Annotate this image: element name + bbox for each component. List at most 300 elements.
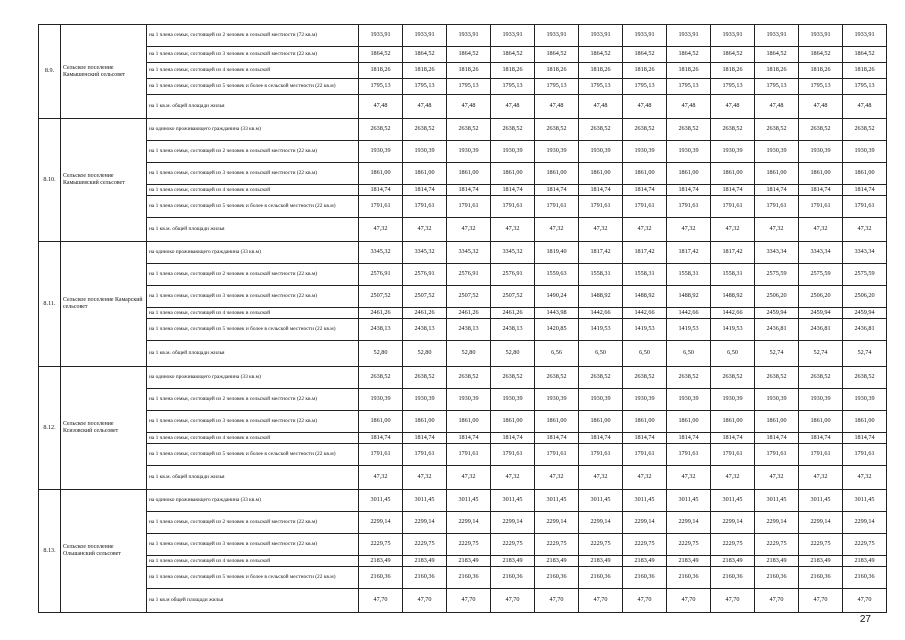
value-cell: 47,70 bbox=[403, 589, 447, 613]
table-row bbox=[39, 196, 887, 218]
value-cell: 1791,61 bbox=[359, 444, 403, 466]
value-cell: 3011,45 bbox=[843, 490, 887, 512]
value-cell: 1933,91 bbox=[667, 25, 711, 47]
value-cell: 2438,13 bbox=[359, 319, 403, 341]
value-cell: 47,48 bbox=[403, 95, 447, 119]
value-cell: 2506,20 bbox=[799, 286, 843, 308]
value-cell: 2160,36 bbox=[403, 567, 447, 589]
value-cell: 1861,00 bbox=[579, 163, 623, 185]
row-label: на 1 кв.м. общей площади жилья bbox=[147, 466, 359, 490]
table-row bbox=[39, 512, 887, 534]
value-cell: 2229,75 bbox=[535, 534, 579, 556]
table-row bbox=[39, 444, 887, 466]
value-cell: 2576,91 bbox=[447, 264, 491, 286]
value-cell: 1817,42 bbox=[667, 242, 711, 264]
value-cell: 1791,61 bbox=[755, 196, 799, 218]
value-cell: 47,32 bbox=[623, 466, 667, 490]
value-cell: 47,32 bbox=[403, 466, 447, 490]
value-cell: 1814,74 bbox=[755, 185, 799, 196]
value-cell: 1930,39 bbox=[623, 389, 667, 411]
row-label: на 1 члена семьи, состоящей из 2 человек в сельской местности (72 кв.м) bbox=[147, 25, 359, 47]
value-cell: 1818,26 bbox=[447, 63, 491, 79]
value-cell: 1791,61 bbox=[711, 196, 755, 218]
value-cell: 2229,75 bbox=[403, 534, 447, 556]
value-cell: 1933,91 bbox=[843, 25, 887, 47]
value-cell: 2160,36 bbox=[711, 567, 755, 589]
value-cell: 1933,91 bbox=[579, 25, 623, 47]
value-cell: 47,32 bbox=[711, 218, 755, 242]
value-cell: 1814,74 bbox=[403, 185, 447, 196]
value-cell: 47,70 bbox=[535, 589, 579, 613]
value-cell: 3011,45 bbox=[579, 490, 623, 512]
value-cell: 52,80 bbox=[403, 341, 447, 367]
value-cell: 2229,75 bbox=[843, 534, 887, 556]
value-cell: 1558,31 bbox=[579, 264, 623, 286]
table-row bbox=[39, 367, 887, 389]
value-cell: 1795,13 bbox=[447, 79, 491, 95]
value-cell: 1814,74 bbox=[799, 185, 843, 196]
value-cell: 3343,34 bbox=[843, 242, 887, 264]
value-cell: 1442,66 bbox=[667, 308, 711, 319]
settlement-name: Сельское поселение Камышевский сельсовет bbox=[61, 119, 147, 242]
value-cell: 47,70 bbox=[623, 589, 667, 613]
value-cell: 47,48 bbox=[711, 95, 755, 119]
value-cell: 6,50 bbox=[711, 341, 755, 367]
value-cell: 2436,81 bbox=[799, 319, 843, 341]
row-label: на 1 члена семьи, состоящей из 5 человек и более в сельской местности (22 кв.м) bbox=[147, 196, 359, 218]
value-cell: 47,32 bbox=[491, 218, 535, 242]
value-cell: 47,32 bbox=[799, 466, 843, 490]
value-cell: 2461,26 bbox=[359, 308, 403, 319]
table-row bbox=[39, 389, 887, 411]
value-cell: 47,48 bbox=[491, 95, 535, 119]
value-cell: 47,32 bbox=[667, 466, 711, 490]
value-cell: 2638,52 bbox=[403, 367, 447, 389]
value-cell: 2638,52 bbox=[755, 119, 799, 141]
value-cell: 47,70 bbox=[579, 589, 623, 613]
table-row bbox=[39, 264, 887, 286]
value-cell: 1814,74 bbox=[579, 185, 623, 196]
value-cell: 1930,39 bbox=[623, 141, 667, 163]
value-cell: 1814,74 bbox=[359, 433, 403, 444]
value-cell: 47,48 bbox=[799, 95, 843, 119]
settlement-name: Сельское поселение Ольшанский сельсовет bbox=[61, 490, 147, 613]
value-cell: 2638,52 bbox=[755, 367, 799, 389]
value-cell: 52,74 bbox=[799, 341, 843, 367]
value-cell: 2459,94 bbox=[755, 308, 799, 319]
value-cell: 1814,74 bbox=[579, 433, 623, 444]
value-cell: 2229,75 bbox=[799, 534, 843, 556]
value-cell: 2638,52 bbox=[359, 367, 403, 389]
value-cell: 2576,91 bbox=[403, 264, 447, 286]
value-cell: 1818,26 bbox=[359, 63, 403, 79]
value-cell: 1933,91 bbox=[799, 25, 843, 47]
row-label: на одиноко проживающего гражданина (33 кв.м) bbox=[147, 490, 359, 512]
value-cell: 1930,39 bbox=[491, 141, 535, 163]
value-cell: 2183,49 bbox=[359, 556, 403, 567]
row-label: на 1 члена семьи, состоящей из 4 человек в сельской bbox=[147, 556, 359, 567]
value-cell: 1443,98 bbox=[535, 308, 579, 319]
value-cell: 1795,13 bbox=[491, 79, 535, 95]
value-cell: 1791,61 bbox=[535, 444, 579, 466]
table-row bbox=[39, 466, 887, 490]
value-cell: 1930,39 bbox=[579, 389, 623, 411]
value-cell: 1864,52 bbox=[623, 47, 667, 63]
value-cell: 2299,14 bbox=[623, 512, 667, 534]
value-cell: 1814,74 bbox=[403, 433, 447, 444]
value-cell: 1819,40 bbox=[535, 242, 579, 264]
value-cell: 1818,26 bbox=[623, 63, 667, 79]
value-cell: 2638,52 bbox=[623, 119, 667, 141]
value-cell: 1795,13 bbox=[359, 79, 403, 95]
value-cell: 47,32 bbox=[579, 466, 623, 490]
row-label: на 1 члена семьи, состоящей из 2 человек в сельской местности (22 кв.м) bbox=[147, 389, 359, 411]
value-cell: 1864,52 bbox=[535, 47, 579, 63]
row-label: на 1 члена семьи, состоящей из 4 человек в сельской bbox=[147, 308, 359, 319]
value-cell: 1814,74 bbox=[667, 433, 711, 444]
value-cell: 1791,61 bbox=[491, 196, 535, 218]
row-label: на 1 члена семьи, состоящей из 3 человек в сельской местности (22 кв.м) bbox=[147, 534, 359, 556]
value-cell: 1817,42 bbox=[711, 242, 755, 264]
value-cell: 47,32 bbox=[359, 466, 403, 490]
value-cell: 47,32 bbox=[755, 218, 799, 242]
value-cell: 1864,52 bbox=[491, 47, 535, 63]
value-cell: 2459,94 bbox=[799, 308, 843, 319]
table-row bbox=[39, 119, 887, 141]
value-cell: 2459,94 bbox=[843, 308, 887, 319]
value-cell: 1930,39 bbox=[799, 141, 843, 163]
row-label: на 1 кв.м. общей площади жилья bbox=[147, 218, 359, 242]
value-cell: 2160,36 bbox=[843, 567, 887, 589]
value-cell: 2299,14 bbox=[403, 512, 447, 534]
value-cell: 47,32 bbox=[491, 466, 535, 490]
table-row bbox=[39, 411, 887, 433]
table-row bbox=[39, 242, 887, 264]
value-cell: 2638,52 bbox=[535, 119, 579, 141]
value-cell: 2160,36 bbox=[535, 567, 579, 589]
value-cell: 1861,00 bbox=[535, 163, 579, 185]
value-cell: 2507,52 bbox=[403, 286, 447, 308]
table-row bbox=[39, 589, 887, 613]
row-label: на 1 члена семьи, состоящей из 2 человек в сельской местности (22 кв.м) bbox=[147, 141, 359, 163]
value-cell: 2638,52 bbox=[447, 119, 491, 141]
value-cell: 2183,49 bbox=[755, 556, 799, 567]
value-cell: 47,32 bbox=[843, 218, 887, 242]
value-cell: 47,32 bbox=[843, 466, 887, 490]
value-cell: 1791,61 bbox=[403, 196, 447, 218]
row-label: на 1 члена семьи, состоящей из 5 человек и более в сельской местности (22 кв.м) bbox=[147, 79, 359, 95]
value-cell: 3345,32 bbox=[491, 242, 535, 264]
value-cell: 47,32 bbox=[447, 466, 491, 490]
row-label: на 1 члена семьи, состоящей из 4 человек в сельской bbox=[147, 433, 359, 444]
table-row bbox=[39, 433, 887, 444]
value-cell: 2229,75 bbox=[359, 534, 403, 556]
value-cell: 2638,52 bbox=[711, 367, 755, 389]
value-cell: 1933,91 bbox=[403, 25, 447, 47]
value-cell: 47,32 bbox=[535, 218, 579, 242]
value-cell: 1864,52 bbox=[799, 47, 843, 63]
row-label: на 1 члена семьи, состоящей из 5 человек и более в сельской местности (22 кв.м) bbox=[147, 444, 359, 466]
value-cell: 1791,61 bbox=[447, 444, 491, 466]
table-row bbox=[39, 490, 887, 512]
value-cell: 3343,34 bbox=[755, 242, 799, 264]
value-cell: 2183,49 bbox=[623, 556, 667, 567]
value-cell: 1490,24 bbox=[535, 286, 579, 308]
value-cell: 2436,81 bbox=[843, 319, 887, 341]
value-cell: 2183,49 bbox=[799, 556, 843, 567]
value-cell: 1814,74 bbox=[447, 185, 491, 196]
value-cell: 2638,52 bbox=[711, 119, 755, 141]
value-cell: 1861,00 bbox=[359, 411, 403, 433]
value-cell: 1795,13 bbox=[535, 79, 579, 95]
value-cell: 3011,45 bbox=[403, 490, 447, 512]
value-cell: 1488,92 bbox=[711, 286, 755, 308]
value-cell: 1818,26 bbox=[667, 63, 711, 79]
value-cell: 52,80 bbox=[491, 341, 535, 367]
value-cell: 1488,92 bbox=[623, 286, 667, 308]
value-cell: 1861,00 bbox=[623, 411, 667, 433]
value-cell: 1818,26 bbox=[403, 63, 447, 79]
row-label: на 1 члена семьи, состоящей из 3 человек в сельской местности (22 кв.м) bbox=[147, 47, 359, 63]
row-label: на 1 члена семьи, состоящей из 4 человек в сельской bbox=[147, 185, 359, 196]
value-cell: 1814,74 bbox=[711, 185, 755, 196]
value-cell: 1861,00 bbox=[535, 411, 579, 433]
value-cell: 1791,61 bbox=[403, 444, 447, 466]
value-cell: 1795,13 bbox=[579, 79, 623, 95]
row-label: на 1 члена семьи, состоящей из 5 человек и более в сельской местности (22 кв.м) bbox=[147, 319, 359, 341]
value-cell: 1861,00 bbox=[755, 411, 799, 433]
value-cell: 47,70 bbox=[843, 589, 887, 613]
value-cell: 1791,61 bbox=[667, 444, 711, 466]
value-cell: 47,32 bbox=[403, 218, 447, 242]
value-cell: 47,32 bbox=[799, 218, 843, 242]
value-cell: 2506,20 bbox=[755, 286, 799, 308]
value-cell: 2160,36 bbox=[359, 567, 403, 589]
value-cell: 2229,75 bbox=[579, 534, 623, 556]
value-cell: 3011,45 bbox=[799, 490, 843, 512]
value-cell: 2638,52 bbox=[623, 367, 667, 389]
value-cell: 2638,52 bbox=[843, 119, 887, 141]
value-cell: 1861,00 bbox=[799, 411, 843, 433]
section-index: 8.10. bbox=[39, 119, 61, 242]
table-row bbox=[39, 63, 887, 79]
value-cell: 1864,52 bbox=[447, 47, 491, 63]
value-cell: 2438,13 bbox=[403, 319, 447, 341]
value-cell: 2575,59 bbox=[843, 264, 887, 286]
value-cell: 47,48 bbox=[447, 95, 491, 119]
value-cell: 1814,74 bbox=[667, 185, 711, 196]
value-cell: 1930,39 bbox=[491, 389, 535, 411]
value-cell: 2638,52 bbox=[799, 367, 843, 389]
value-cell: 47,32 bbox=[579, 218, 623, 242]
value-cell: 1930,39 bbox=[843, 389, 887, 411]
row-label: на 1 члена семьи, состоящей из 3 человек в сельской местности (22 кв.м) bbox=[147, 411, 359, 433]
value-cell: 1791,61 bbox=[579, 196, 623, 218]
value-cell: 1930,39 bbox=[579, 141, 623, 163]
value-cell: 2638,52 bbox=[843, 367, 887, 389]
value-cell: 2638,52 bbox=[799, 119, 843, 141]
value-cell: 2299,14 bbox=[447, 512, 491, 534]
value-cell: 1558,31 bbox=[623, 264, 667, 286]
section-index: 8.11. bbox=[39, 242, 61, 367]
row-label: на одиноко проживающего гражданина (33 кв.м) bbox=[147, 367, 359, 389]
value-cell: 2299,14 bbox=[359, 512, 403, 534]
value-cell: 1930,39 bbox=[447, 389, 491, 411]
value-cell: 2638,52 bbox=[579, 119, 623, 141]
value-cell: 2183,49 bbox=[535, 556, 579, 567]
value-cell: 1814,74 bbox=[623, 185, 667, 196]
table-row bbox=[39, 286, 887, 308]
value-cell: 3345,32 bbox=[359, 242, 403, 264]
value-cell: 1791,61 bbox=[491, 444, 535, 466]
value-cell: 2183,49 bbox=[843, 556, 887, 567]
value-cell: 2576,91 bbox=[359, 264, 403, 286]
value-cell: 1419,53 bbox=[623, 319, 667, 341]
value-cell: 1861,00 bbox=[799, 163, 843, 185]
value-cell: 47,70 bbox=[447, 589, 491, 613]
value-cell: 1933,91 bbox=[711, 25, 755, 47]
value-cell: 2183,49 bbox=[403, 556, 447, 567]
value-cell: 2638,52 bbox=[491, 367, 535, 389]
value-cell: 1930,39 bbox=[667, 141, 711, 163]
table-row bbox=[39, 534, 887, 556]
value-cell: 2575,59 bbox=[799, 264, 843, 286]
value-cell: 1930,39 bbox=[711, 141, 755, 163]
value-cell: 47,32 bbox=[755, 466, 799, 490]
section-index: 8.13. bbox=[39, 490, 61, 613]
value-cell: 1814,74 bbox=[711, 433, 755, 444]
value-cell: 2299,14 bbox=[579, 512, 623, 534]
value-cell: 1861,00 bbox=[711, 163, 755, 185]
value-cell: 6,50 bbox=[667, 341, 711, 367]
value-cell: 1558,31 bbox=[711, 264, 755, 286]
table-row bbox=[39, 567, 887, 589]
value-cell: 1488,92 bbox=[579, 286, 623, 308]
value-cell: 2160,36 bbox=[667, 567, 711, 589]
value-cell: 3345,32 bbox=[447, 242, 491, 264]
value-cell: 1930,39 bbox=[403, 389, 447, 411]
value-cell: 1930,39 bbox=[755, 389, 799, 411]
value-cell: 3011,45 bbox=[623, 490, 667, 512]
value-cell: 1930,39 bbox=[403, 141, 447, 163]
row-label: на 1 кв.м. общей площади жилья bbox=[147, 341, 359, 367]
value-cell: 2160,36 bbox=[579, 567, 623, 589]
value-cell: 2229,75 bbox=[447, 534, 491, 556]
settlement-name: Сельское поселение Камарский сельсовет bbox=[61, 242, 147, 367]
value-cell: 1861,00 bbox=[491, 163, 535, 185]
value-cell: 1930,39 bbox=[535, 389, 579, 411]
value-cell: 1791,61 bbox=[623, 196, 667, 218]
value-cell: 1420,85 bbox=[535, 319, 579, 341]
value-cell: 3343,34 bbox=[799, 242, 843, 264]
value-cell: 2507,52 bbox=[359, 286, 403, 308]
value-cell: 1814,74 bbox=[623, 433, 667, 444]
value-cell: 3011,45 bbox=[755, 490, 799, 512]
value-cell: 52,80 bbox=[447, 341, 491, 367]
value-cell: 1795,13 bbox=[755, 79, 799, 95]
value-cell: 1795,13 bbox=[403, 79, 447, 95]
value-cell: 2299,14 bbox=[711, 512, 755, 534]
section-index: 8.12. bbox=[39, 367, 61, 490]
value-cell: 1861,00 bbox=[447, 411, 491, 433]
value-cell: 3011,45 bbox=[535, 490, 579, 512]
value-cell: 2438,13 bbox=[491, 319, 535, 341]
value-cell: 3011,45 bbox=[359, 490, 403, 512]
value-cell: 2229,75 bbox=[491, 534, 535, 556]
value-cell: 1795,13 bbox=[799, 79, 843, 95]
value-cell: 47,70 bbox=[359, 589, 403, 613]
value-cell: 1861,00 bbox=[359, 163, 403, 185]
value-cell: 2638,52 bbox=[667, 119, 711, 141]
table-body bbox=[39, 25, 887, 613]
value-cell: 1791,61 bbox=[535, 196, 579, 218]
value-cell: 52,74 bbox=[843, 341, 887, 367]
row-label: на 1 члена семьи, состоящей из 5 человек и более в сельской местности (22 кв.м) bbox=[147, 567, 359, 589]
table-row bbox=[39, 95, 887, 119]
value-cell: 47,48 bbox=[755, 95, 799, 119]
value-cell: 1817,42 bbox=[623, 242, 667, 264]
value-cell: 47,48 bbox=[579, 95, 623, 119]
value-cell: 6,50 bbox=[579, 341, 623, 367]
table-row bbox=[39, 47, 887, 63]
value-cell: 1861,00 bbox=[403, 411, 447, 433]
table-row bbox=[39, 141, 887, 163]
value-cell: 52,74 bbox=[755, 341, 799, 367]
value-cell: 2461,26 bbox=[447, 308, 491, 319]
value-cell: 1861,00 bbox=[491, 411, 535, 433]
value-cell: 1791,61 bbox=[623, 444, 667, 466]
value-cell: 6,50 bbox=[623, 341, 667, 367]
value-cell: 1861,00 bbox=[403, 163, 447, 185]
value-cell: 2183,49 bbox=[579, 556, 623, 567]
value-cell: 1814,74 bbox=[491, 433, 535, 444]
value-cell: 2229,75 bbox=[667, 534, 711, 556]
table-row bbox=[39, 163, 887, 185]
value-cell: 1861,00 bbox=[667, 411, 711, 433]
value-cell: 1818,26 bbox=[711, 63, 755, 79]
table-row bbox=[39, 556, 887, 567]
value-cell: 1791,61 bbox=[359, 196, 403, 218]
value-cell: 1930,39 bbox=[799, 389, 843, 411]
row-label: на 1 члена семьи, состоящей из 2 человек в сельской местности (22 кв.м) bbox=[147, 512, 359, 534]
row-label: на 1 члена семьи, состоящей из 3 человек в сельской местности (22 кв.м) bbox=[147, 163, 359, 185]
value-cell: 1558,31 bbox=[667, 264, 711, 286]
value-cell: 1930,39 bbox=[359, 389, 403, 411]
value-cell: 2183,49 bbox=[667, 556, 711, 567]
value-cell: 1818,26 bbox=[491, 63, 535, 79]
value-cell: 1814,74 bbox=[843, 433, 887, 444]
row-label: на одиноко проживающего гражданина (33 кв.м) bbox=[147, 119, 359, 141]
value-cell: 2461,26 bbox=[403, 308, 447, 319]
value-cell: 1818,26 bbox=[579, 63, 623, 79]
value-cell: 1814,74 bbox=[447, 433, 491, 444]
value-cell: 2160,36 bbox=[799, 567, 843, 589]
tariff-table bbox=[38, 24, 887, 613]
value-cell: 47,48 bbox=[843, 95, 887, 119]
value-cell: 2461,26 bbox=[491, 308, 535, 319]
value-cell: 47,32 bbox=[623, 218, 667, 242]
value-cell: 1861,00 bbox=[843, 411, 887, 433]
value-cell: 2160,36 bbox=[491, 567, 535, 589]
value-cell: 2638,52 bbox=[403, 119, 447, 141]
value-cell: 1814,74 bbox=[359, 185, 403, 196]
value-cell: 1814,74 bbox=[755, 433, 799, 444]
value-cell: 1930,39 bbox=[447, 141, 491, 163]
settlement-name: Сельское поселение Камышенский сельсовет bbox=[61, 25, 147, 119]
value-cell: 1930,39 bbox=[667, 389, 711, 411]
value-cell: 1933,91 bbox=[447, 25, 491, 47]
value-cell: 1861,00 bbox=[755, 163, 799, 185]
